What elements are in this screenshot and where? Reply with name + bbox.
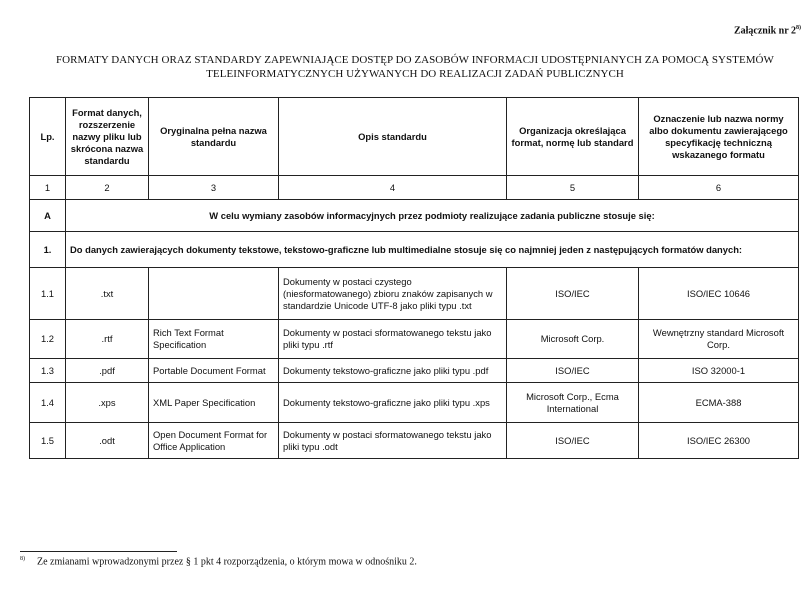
cell-norm: ISO 32000-1 [639, 359, 799, 383]
header-format: Format danych, rozszerzenie nazwy pliku lub skrócona nazwa standardu [66, 98, 149, 176]
column-number: 6 [639, 176, 799, 200]
footnote-separator [20, 551, 177, 552]
table-header-row [30, 98, 799, 176]
cell-format: .xps [66, 383, 149, 423]
header-original-name: Oryginalna pełna nazwa standardu [149, 98, 279, 176]
section-1-id: 1. [30, 232, 66, 268]
table-row [30, 268, 799, 320]
footnote [20, 556, 417, 567]
cell-organization: Microsoft Corp., Ecma International [507, 383, 639, 423]
document-title-line-1: FORMATY DANYCH ORAZ STANDARDY ZAPEWNIAJĄCE DOSTĘP DO ZASOBÓW INFORMACJI UDOSTĘPNIANYCH ZA POMOCĄ SYSTEMÓW [56, 54, 774, 66]
cell-lp: 1.4 [30, 383, 66, 423]
cell-description: Dokumenty tekstowo-graficzne jako pliki typu .pdf [279, 359, 507, 383]
cell-description: Dokumenty w postaci sformatowanego tekstu jako pliki typu .rtf [279, 320, 507, 359]
cell-format: .odt [66, 423, 149, 459]
column-number: 1 [30, 176, 66, 200]
table-row [30, 359, 799, 383]
cell-organization: ISO/IEC [507, 423, 639, 459]
footnote-marker: 8) [20, 556, 25, 562]
cell-lp: 1.1 [30, 268, 66, 320]
cell-format: .rtf [66, 320, 149, 359]
section-1-row [30, 232, 799, 268]
column-number: 5 [507, 176, 639, 200]
cell-norm: ISO/IEC 26300 [639, 423, 799, 459]
cell-name: Portable Document Format [149, 359, 279, 383]
table-row [30, 320, 799, 359]
cell-lp: 1.2 [30, 320, 66, 359]
column-number: 4 [279, 176, 507, 200]
table-row [30, 423, 799, 459]
cell-lp: 1.5 [30, 423, 66, 459]
cell-norm: Wewnętrzny standard Microsoft Corp. [639, 320, 799, 359]
cell-name: XML Paper Specification [149, 383, 279, 423]
section-a-row [30, 200, 799, 232]
header-lp: Lp. [30, 98, 66, 176]
cell-name [149, 268, 279, 320]
cell-description: Dokumenty w postaci sformatowanego tekstu jako pliki typu .odt [279, 423, 507, 459]
standards-table [29, 97, 799, 459]
section-1-text: Do danych zawierających dokumenty tekstowe, tekstowo-graficzne lub multimedialne stosuje się co najmniej jeden z następujących formatów danych: [66, 232, 799, 268]
table-row [30, 383, 799, 423]
cell-organization: ISO/IEC [507, 268, 639, 320]
cell-name: Rich Text Format Specification [149, 320, 279, 359]
cell-organization: ISO/IEC [507, 359, 639, 383]
document-title-line-2: TELEINFORMATYCZNYCH UŻYWANYCH DO REALIZACJI ZADAŃ PUBLICZNYCH [206, 68, 624, 80]
section-a-id: A [30, 200, 66, 232]
cell-organization: Microsoft Corp. [507, 320, 639, 359]
header-norm: Oznaczenie lub nazwa normy albo dokumentu zawierającego specyfikację techniczną wskazanego formatu [639, 98, 799, 176]
annex-label-text: Załącznik nr 2 [733, 25, 796, 37]
cell-format: .pdf [66, 359, 149, 383]
cell-name: Open Document Format for Office Application [149, 423, 279, 459]
cell-description: Dokumenty w postaci czystego (niesformatowanego) zbioru znaków zapisanych w standardzie Unicode UTF-8 jako pliki typu .txt [279, 268, 507, 320]
annex-label [734, 25, 801, 36]
section-a-text: W celu wymiany zasobów informacyjnych przez podmioty realizujące zadania publiczne stosuje się: [66, 200, 799, 232]
column-number: 2 [66, 176, 149, 200]
header-description: Opis standardu [279, 98, 507, 176]
cell-description: Dokumenty tekstowo-graficzne jako pliki typu .xps [279, 383, 507, 423]
cell-format: .txt [66, 268, 149, 320]
header-organization: Organizacja określająca format, normę lub standard [507, 98, 639, 176]
column-number-row [30, 176, 799, 200]
footnote-text: Ze zmianami wprowadzonymi przez § 1 pkt 4 rozporządzenia, o którym mowa w odnośniku 2. [37, 556, 417, 568]
annex-footnote-marker: 8) [796, 25, 801, 31]
column-number: 3 [149, 176, 279, 200]
document-title [30, 53, 800, 81]
cell-norm: ISO/IEC 10646 [639, 268, 799, 320]
cell-norm: ECMA-388 [639, 383, 799, 423]
cell-lp: 1.3 [30, 359, 66, 383]
